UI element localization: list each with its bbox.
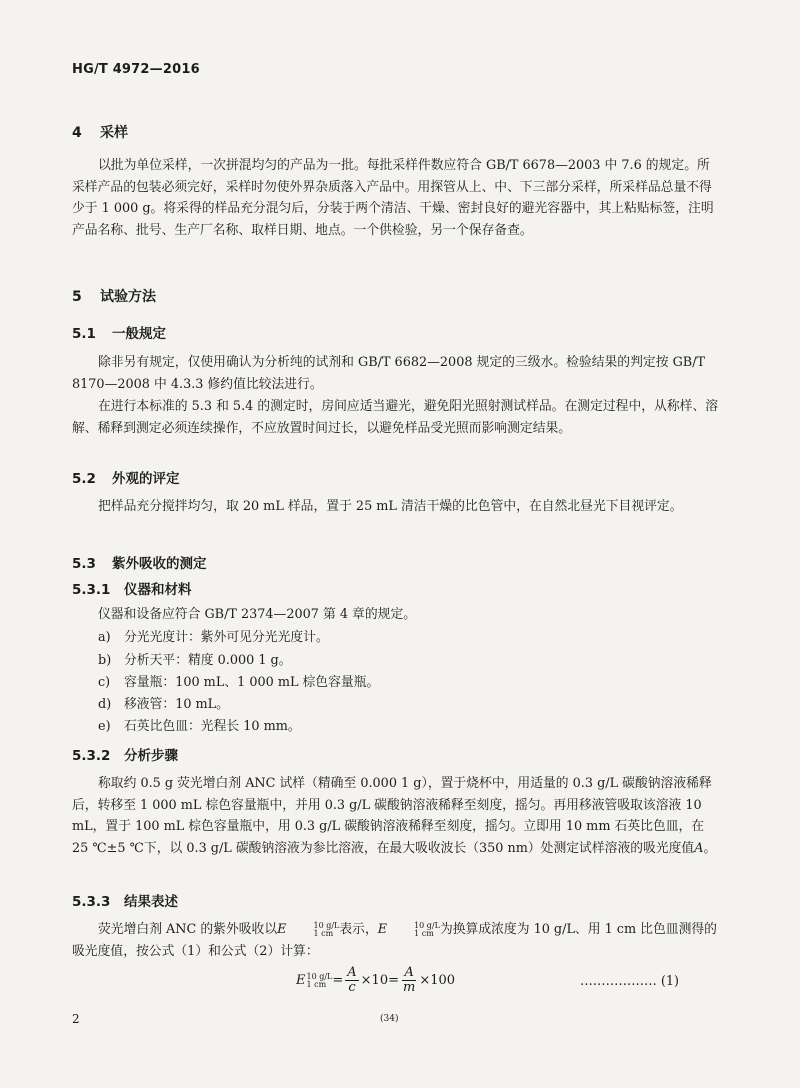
heading-sec5-1 [72,322,166,342]
result-text-b: 表示， [339,922,378,937]
list-item-label: d) [98,697,112,712]
e-subscript: 1 cm [313,928,334,938]
e-superscript: 10 g/L [313,920,340,930]
standard-code: HG/T 4972—2016 [72,62,200,77]
absorbance-symbol: A [694,840,704,856]
heading-number: 5.3.1 [72,582,111,598]
heading-number: 5.3.3 [72,894,111,910]
heading-sec5-3-3 [72,890,178,910]
heading-sec5-2 [72,467,180,487]
heading-title: 采样 [100,125,128,141]
fraction-numerator: A [404,965,414,980]
e-symbol: E [277,922,287,937]
heading-title: 试验方法 [100,289,156,305]
heading-number: 4 [72,125,82,141]
list-item-text: 分析天平：精度 0.000 1 g。 [124,653,292,668]
heading-title: 分析步骤 [124,748,178,764]
e-symbol-scripts [388,922,440,938]
paragraph-sampling: 以批为单位采样，一次拼混均匀的产品为一批。每批采样件数应符合 GB/T 6678—2003 中 7.6 的规定。所采样产品的包装必须完好，采样时勿使外界杂质落入产品中。用探管从上、中、下三部分采样，所采样品总量不得少于 1 000 g。将采得的样品充分混匀后，分装于两个清洁、干燥、密封良好的避光容器中，其上粘贴标签，注明产品名称、批号、生产厂名称、取样日期、地点。一个供检验，另一个保存备查。 [72,158,714,238]
formula-number: ……………… (1) [580,974,679,989]
fraction-denominator: c [348,980,356,995]
formula-e-scripts [307,973,333,989]
formula-e-symbol: E [296,973,306,988]
result-text-a: 荧光增白剂 ANC 的紫外吸收以 [98,922,278,937]
page-number: 2 [72,1012,80,1026]
heading-title: 仪器和材料 [124,582,192,598]
heading-title: 紫外吸收的测定 [112,556,207,572]
heading-number: 5 [72,289,82,305]
formula-multiply-2: ×100 [419,973,456,988]
fraction-denominator: m [402,980,416,995]
list-item [98,627,329,649]
heading-title: 外观的评定 [112,471,180,487]
e-symbol: E [377,922,388,937]
list-item [98,650,292,672]
heading-number: 5.1 [72,326,96,342]
formula-fraction-1 [345,966,358,995]
heading-title: 结果表述 [124,894,178,910]
list-item [98,694,229,716]
formula-fraction-2 [401,966,417,995]
paragraph-procedure [72,773,720,859]
list-item-text: 石英比色皿：光程长 10 mm。 [124,719,301,734]
heading-title: 一般规定 [112,326,166,342]
e-symbol-scripts [287,922,339,938]
paragraph-result [72,919,720,962]
paragraph-general-1: 除非另有规定，仅使用确认为分析纯的试剂和 GB/T 6682—2008 规定的三级水。检验结果的判定按 GB/T 8170—2008 中 4.3.3 修约值比较法进行。 [72,355,706,392]
paragraph-instruments: 仪器和设备应符合 GB/T 2374—2007 第 4 章的规定。 [98,607,417,622]
list-item-label: e) [98,719,111,734]
paragraph-general-2: 在进行本标准的 5.3 和 5.4 的测定时，房间应适当避光，避免阳光照射测试样品。在测定过程中，从称样、溶解、稀释到测定必须连续操作，不应放置时间过长，以避免样品受光照而影响测定结果。 [72,399,719,436]
list-item-label: b) [98,653,112,668]
list-item [98,716,301,738]
list-item [98,672,379,694]
formula-1 [296,966,455,995]
heading-number: 5.3.2 [72,748,111,764]
e-superscript: 10 g/L [414,920,440,930]
formula-e-subscript: 1 cm [306,979,327,989]
heading-number: 5.2 [72,471,96,487]
list-item-text: 移液管：10 mL。 [124,697,229,712]
formula-equals: = [332,973,344,988]
heading-sec4 [72,122,128,142]
procedure-text: 称取约 0.5 g 荧光增白剂 ANC 试样（精确至 0.000 1 g），置于烧杯中，用适量的 0.3 g/L 碳酸钠溶液稀释后，转移至 1 000 mL 棕色容量瓶中，并用 0.3 g/L 碳酸钠溶液稀释至刻度，摇匀。再用移液管吸取该溶液 10 mL，置于 100 mL 棕色容量瓶中，用 0.3 g/L 碳酸钠溶液稀释至刻度，摇匀。立即用 10 mm 石英比色皿，在 25 ℃±5 ℃下，以 0.3 g/L 碳酸钠溶液为参比溶液，在最大吸收波长（350 nm）处测定试样溶液的吸光度值 [72,776,712,856]
heading-number: 5.3 [72,556,96,572]
list-item-text: 容量瓶：100 mL、1 000 mL 棕色容量瓶。 [124,675,380,690]
formula-multiply-1: ×10= [360,973,399,988]
heading-sec5 [72,286,156,306]
result-text-c: 为换算成浓度为 10 g/L、用 1 cm 比色皿测得的吸光度值，按公式（1）和公式（2）计算： [72,922,717,959]
formula-e-superscript: 10 g/L [306,971,333,981]
heading-sec5-3 [72,552,207,572]
heading-sec5-3-2 [72,744,178,764]
list-item-label: a) [98,630,111,645]
list-item-text: 分光光度计：紫外可见分光光度计。 [124,630,329,645]
paragraph-appearance: 把样品充分搅拌均匀，取 20 mL 样品，置于 25 mL 清洁干燥的比色管中，在自然北昼光下目视评定。 [98,499,683,514]
list-item-label: c) [98,675,111,690]
procedure-end: 。 [703,840,717,856]
heading-sec5-3-1 [72,578,192,598]
page-footer-number: (34) [380,1014,399,1024]
fraction-numerator: A [347,965,357,980]
e-subscript: 1 cm [414,928,434,938]
